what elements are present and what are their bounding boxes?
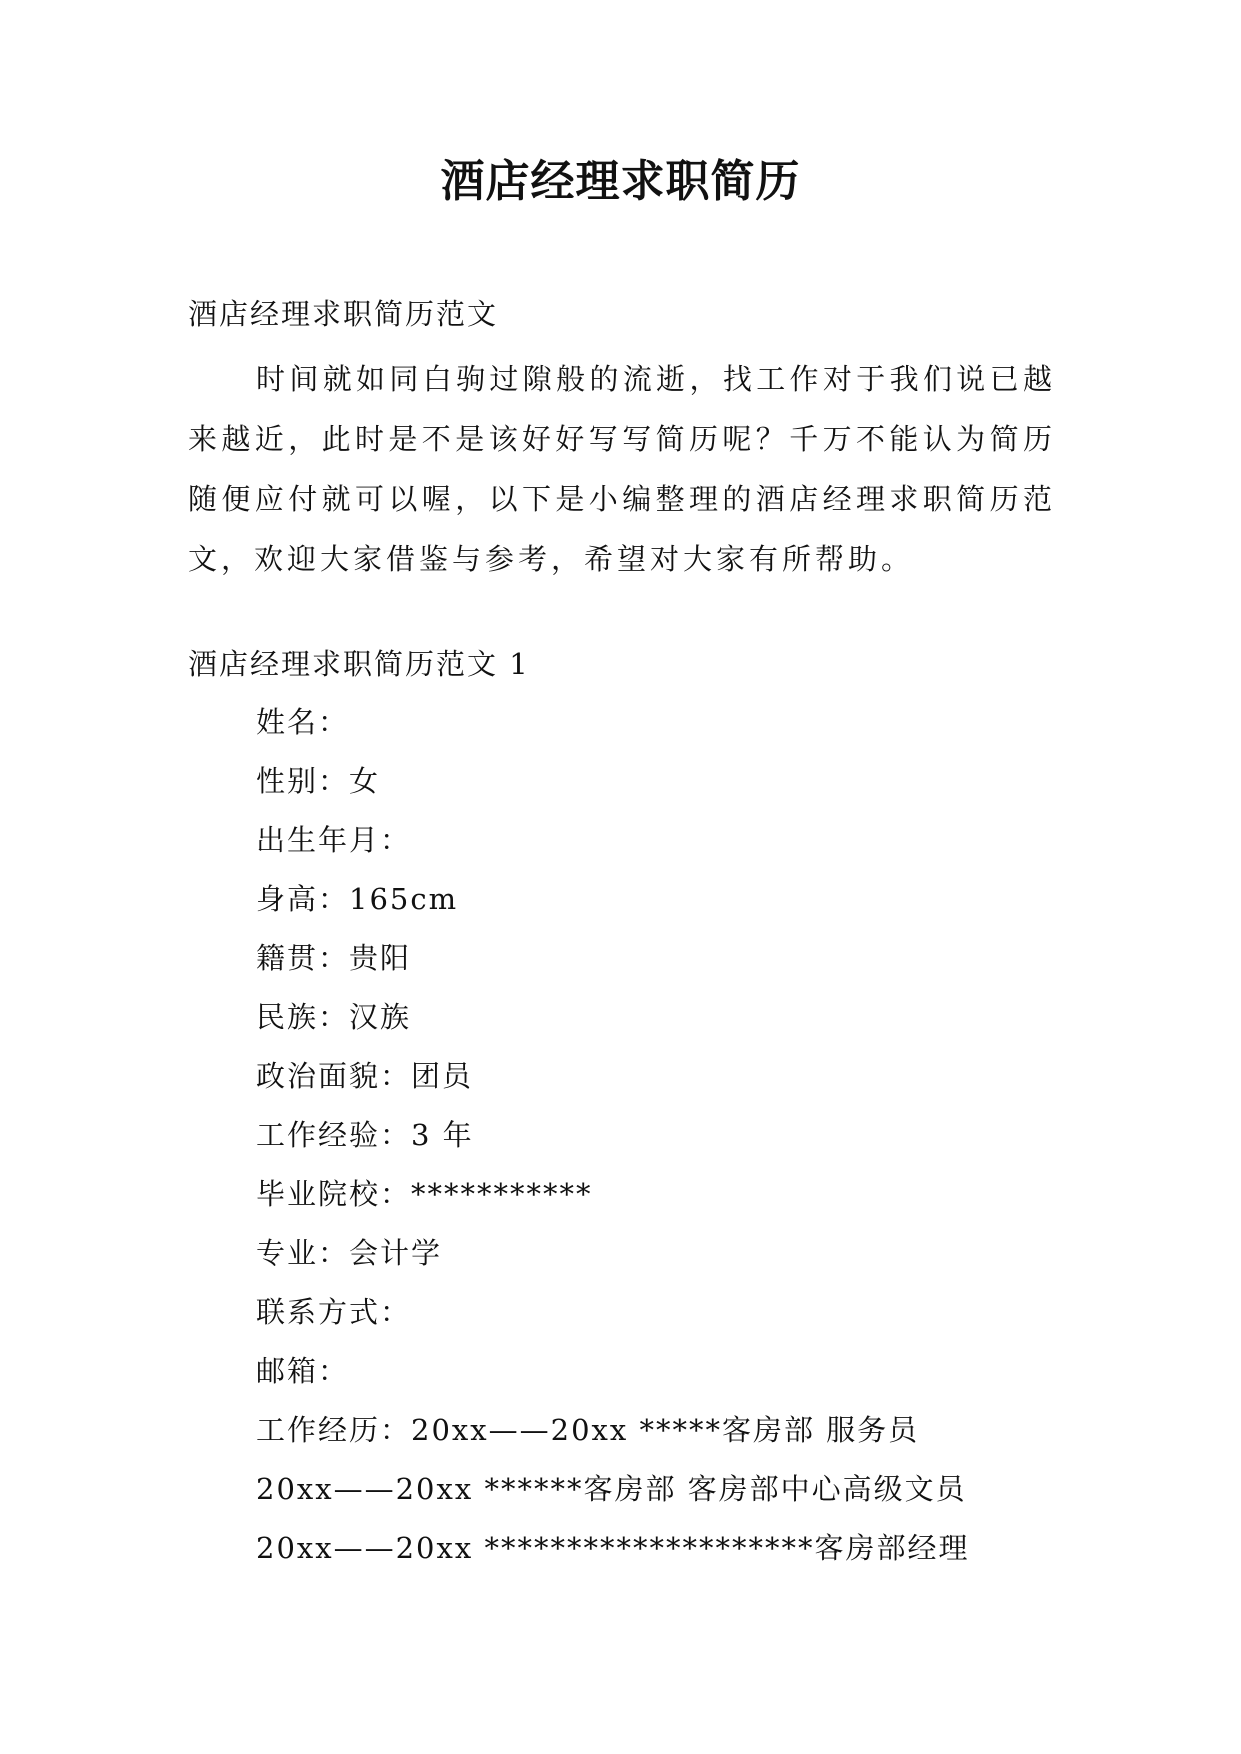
resume-info-list [256, 700, 969, 1585]
info-label: 毕业院校： [256, 1177, 412, 1211]
info-label: 专业： [256, 1236, 350, 1270]
info-label: 联系方式： [256, 1295, 412, 1329]
info-value: 汉族 [349, 1000, 412, 1034]
info-value: 165cm [349, 882, 459, 916]
info-row-name [256, 700, 969, 759]
intro-heading: 酒店经理求职简历范文 [188, 297, 499, 331]
intro-paragraph: 时间就如同白驹过隙般的流逝，找工作对于我们说已越来越近，此时是不是该好好写写简历呢？千万不能认为简历随便应付就可以喔，以下是小编整理的酒店经理求职简历范文，欢迎大家借鉴与参考，希望对大家有所帮助。 [188, 362, 1056, 576]
info-value: 20xx——20xx ******客房部 客房部中心高级文员 [256, 1472, 967, 1506]
info-row-political [256, 1054, 969, 1113]
info-row-work-history [256, 1408, 969, 1467]
info-row-experience [256, 1113, 969, 1172]
info-label: 工作经验： [256, 1118, 412, 1152]
info-row-school [256, 1172, 969, 1231]
info-label: 民族： [256, 1000, 350, 1034]
info-row-ethnicity [256, 995, 969, 1054]
info-row-work-history-2 [256, 1467, 969, 1526]
info-row-email [256, 1349, 969, 1408]
document-title: 酒店经理求职简历 [440, 156, 801, 207]
info-value: 会计学 [349, 1236, 443, 1270]
info-label: 身高： [256, 882, 350, 916]
info-value: *********** [411, 1177, 593, 1211]
info-label: 性别： [256, 764, 350, 798]
info-value: 女 [349, 764, 381, 798]
section-heading: 酒店经理求职简历范文 1 [188, 647, 530, 681]
info-value: 团员 [411, 1059, 474, 1093]
info-value: 20xx——20xx ********************客房部经理 [256, 1531, 970, 1565]
info-row-contact [256, 1290, 969, 1349]
info-value: 贵阳 [349, 941, 412, 975]
info-row-work-history-3 [256, 1526, 969, 1585]
info-label: 政治面貌： [256, 1059, 412, 1093]
info-row-gender [256, 759, 969, 818]
info-label: 邮箱： [256, 1354, 350, 1388]
info-row-major [256, 1231, 969, 1290]
info-row-birth [256, 818, 969, 877]
info-label: 工作经历： [256, 1413, 412, 1447]
info-label: 籍贯： [256, 941, 350, 975]
info-value: 20xx——20xx *****客房部 服务员 [411, 1413, 920, 1447]
info-value: 3 年 [411, 1118, 474, 1152]
info-row-height [256, 877, 969, 936]
info-label: 出生年月： [256, 823, 412, 857]
info-row-hometown [256, 936, 969, 995]
info-label: 姓名： [256, 705, 350, 739]
